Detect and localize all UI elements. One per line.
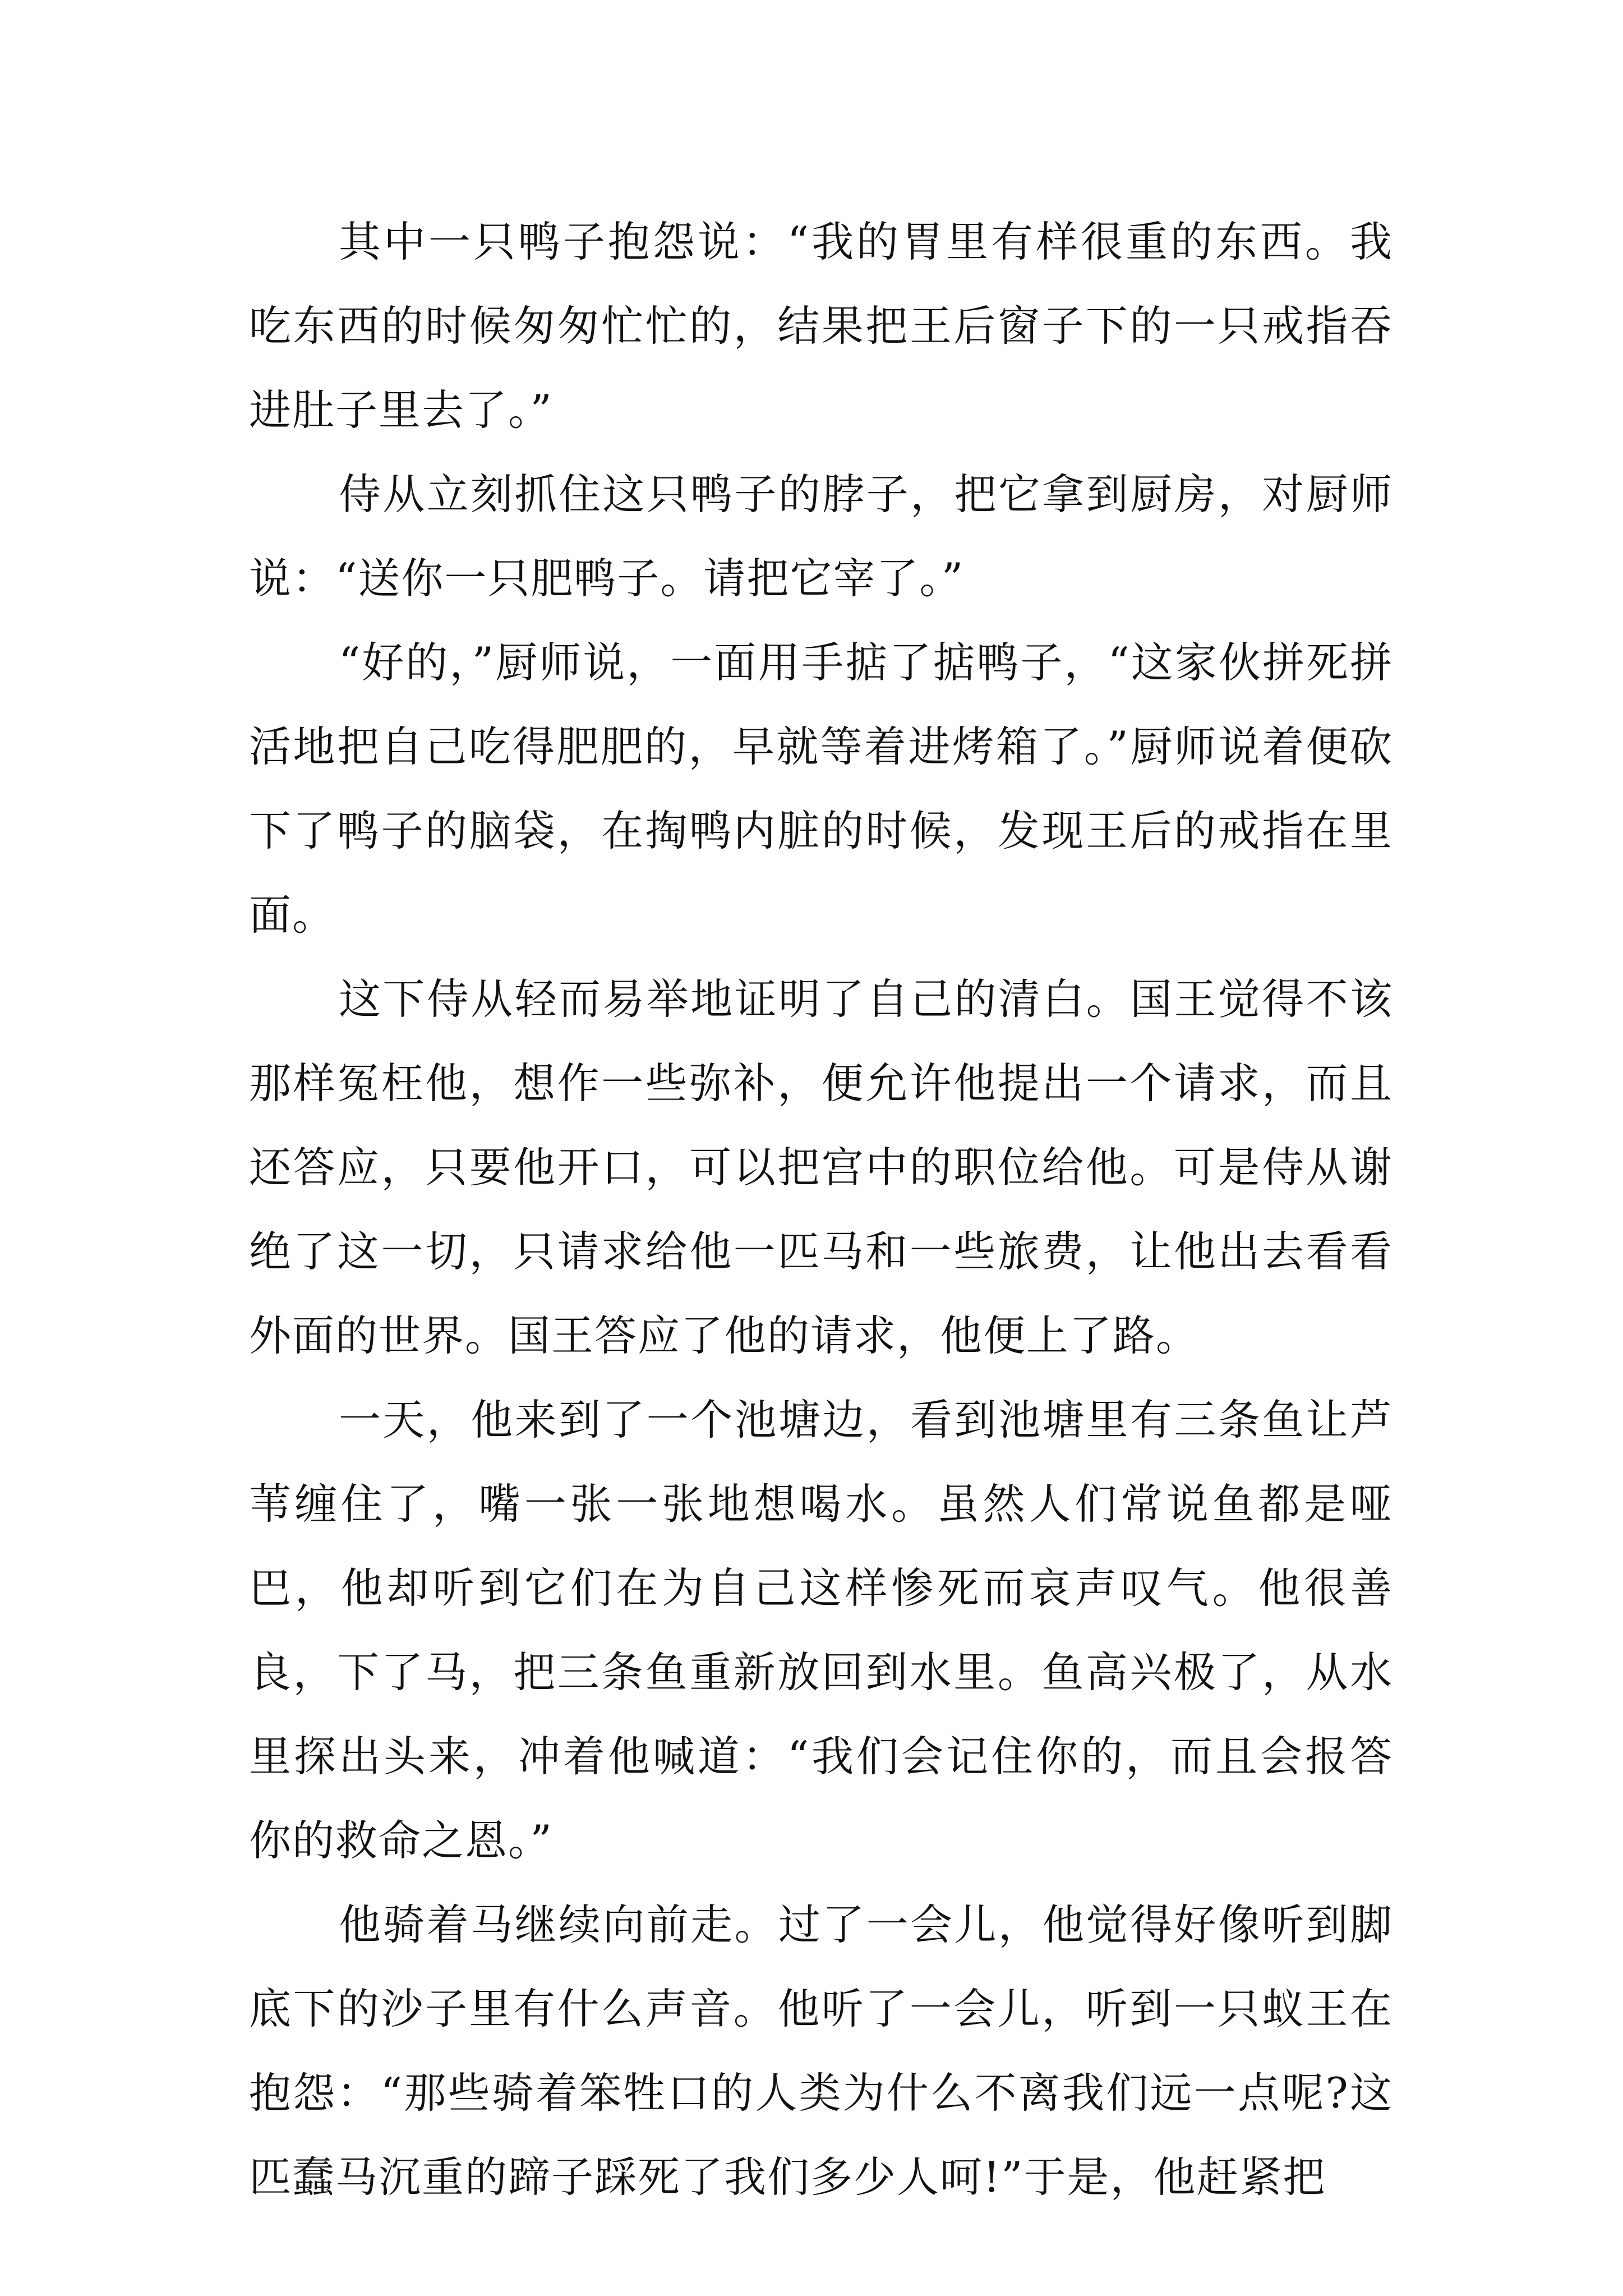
paragraph-3: “好的，”厨师说，一面用手掂了掂鸭子，“这家伙拼死拼活地把自己吃得肥肥的，早就等着进烤箱了。”厨师说着便砍下了鸭子的脑袋，在掏鸭内脏的时候，发现王后的戒指在里面。 — [249, 638, 1393, 940]
paragraph-5: 一天，他来到了一个池塘边，看到池塘里有三条鱼让芦苇缠住了，嘴一张一张地想喝水。虽然人们常说鱼都是哑巴，他却听到它们在为自己这样惨死而哀声叹气。他很善良，下了马，把三条鱼重新放回到水里。鱼高兴极了，从水里探出头来，冲着他喊道：“我们会记住你的，而且会报答你的救命之恩。” — [249, 1395, 1393, 1865]
paragraph-6: 他骑着马继续向前走。过了一会儿，他觉得好像听到脚底下的沙子里有什么声音。他听了一会儿，听到一只蚁王在抱怨：“那些骑着笨牲口的人类为什么不离我们远一点呢?这匹蠢马沉重的蹄子踩死了我们多少人呵!”于是，他赶紧把 — [249, 1900, 1393, 2202]
paragraph-2: 侍从立刻抓住这只鸭子的脖子，把它拿到厨房，对厨师说：“送你一只肥鸭子。请把它宰了。” — [249, 470, 1393, 603]
paragraph-1: 其中一只鸭子抱怨说：“我的胃里有样很重的东西。我吃东西的时候匆匆忙忙的，结果把王后窗子下的一只戒指吞进肚子里去了。” — [249, 217, 1393, 435]
paragraph-4: 这下侍从轻而易举地证明了自己的清白。国王觉得不该那样冤枉他，想作一些弥补，便允许他提出一个请求，而且还答应，只要他开口，可以把宫中的职位给他。可是侍从谢绝了这一切，只请求给他一匹马和一些旅费，让他出去看看外面的世界。国王答应了他的请求，他便上了路。 — [249, 974, 1393, 1360]
body-text — [249, 200, 1393, 2219]
